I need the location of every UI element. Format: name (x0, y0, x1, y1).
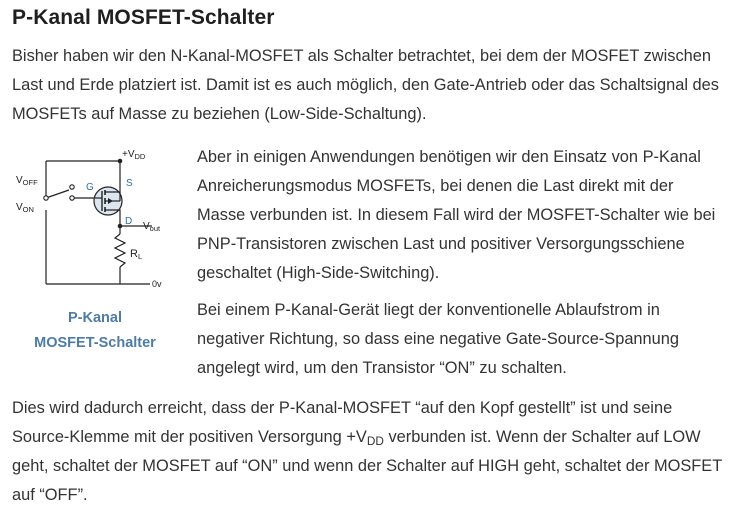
circuit-figure (6, 146, 184, 361)
conclusion-paragraph: Dies wird dadurch erreicht, dass der P-Kanal-MOSFET “auf den Kopf gestellt” ist und seine Source-Klemme mit der positiven Versorgung $+V_{DD}$ verbunden ist. Wenn der Schalter auf LOW geht, schaltet der MOSFET auf “ON” und wenn der Schalter auf HIGH geht, schaltet der MOSFET auf “OFF”. (12, 399, 722, 504)
switch-blade (46, 190, 69, 198)
drain-current-paragraph: Bei einem P-Kanal-Gerät liegt der konventionelle Ablaufstrom in negativer Richtung, so dass eine negative Gate-Source-Spannung angelegt wird, um den Transistor “ON” zu schalten. (197, 301, 680, 377)
von-label: $V_{ON}$ (16, 202, 34, 214)
intro-paragraph: Bisher haben wir den N-Kanal-MOSFET als Schalter betrachtet, bei dem der MOSFET zwischen Last und Erde platziert ist. Damit ist es auch möglich, den Gate-Antrieb oder das Schaltsignal des MOSFETs auf Masse zu beziehen (Low-Side-Schaltung). (12, 47, 719, 123)
switch-pivot (44, 196, 48, 200)
p-channel-paragraph: Aber in einigen Anwendungen benötigen wir den Einsatz von P-Kanal Anreicherungsmodus MOSFETs, bei denen die Last direkt mit der Masse verbunden ist. In diesem Fall wird der MOSFET-Schalter wie bei PNP-Transistoren zwischen Last und positiver Versorgungsschiene geschaltet (High-Side-Switching). (197, 148, 716, 282)
rl-label: RL (130, 248, 143, 261)
page-heading: P-Kanal MOSFET-Schalter (12, 6, 275, 29)
caption-line-1: P-Kanal (68, 310, 122, 326)
circuit-diagram (6, 146, 184, 304)
load-resistor (115, 234, 125, 267)
source-label: S (126, 178, 133, 189)
drain-label: D (125, 216, 133, 227)
vout-label: $V_{out}$ (143, 221, 161, 233)
switch-off-contact (70, 185, 74, 189)
p-mosfet-symbol (94, 186, 122, 216)
figure-caption (6, 306, 184, 356)
gate-label: G (86, 182, 94, 193)
switch-on-contact (70, 196, 74, 200)
voff-label: $V_{OFF}$ (16, 175, 38, 187)
caption-line-2: MOSFET-Schalter (34, 335, 156, 351)
ground-label: 0v (152, 279, 162, 289)
vout-junction-dot (118, 224, 123, 229)
vdd-label: $+V_{DD}$ (122, 149, 146, 161)
